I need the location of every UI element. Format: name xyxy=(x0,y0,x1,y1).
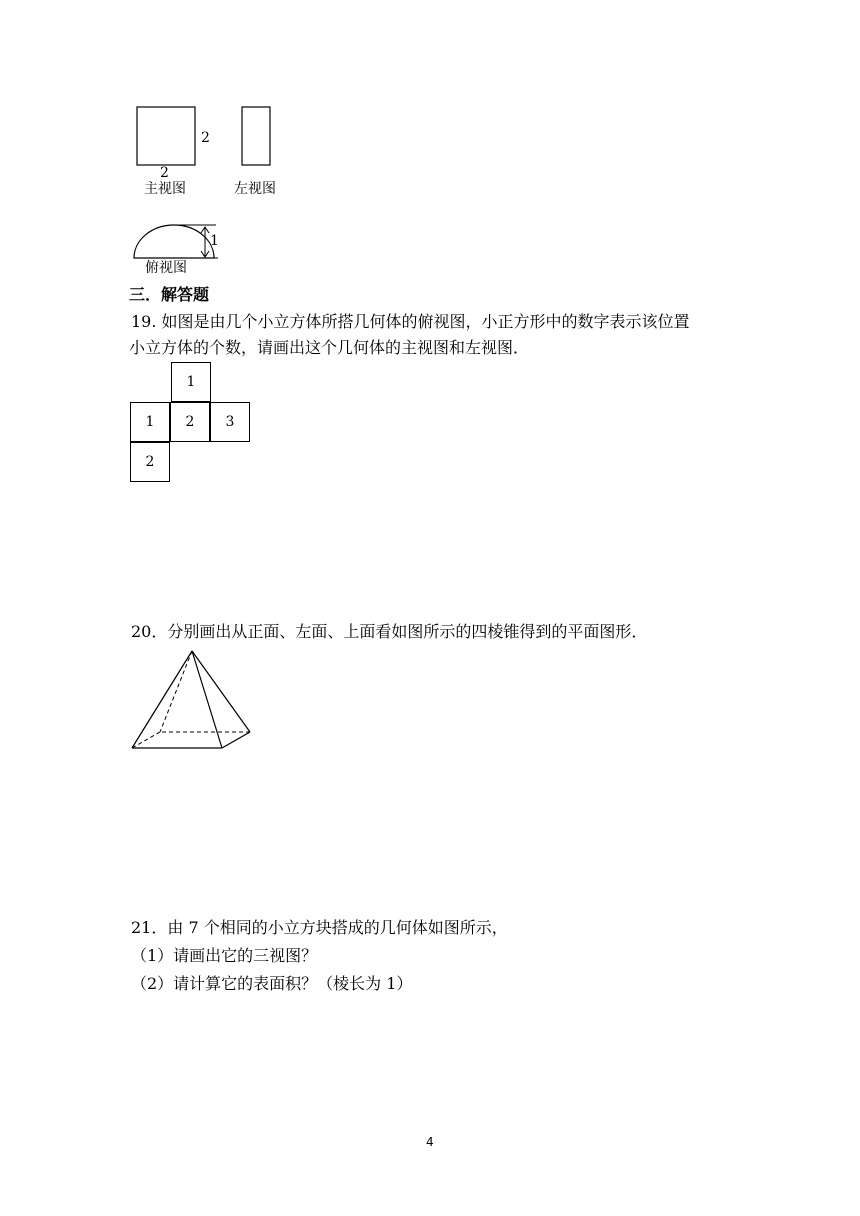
q20-pyramid-figure xyxy=(128,646,258,752)
grid-cell-center: 2 xyxy=(170,402,210,442)
page-number: 4 xyxy=(426,1135,434,1149)
q21-text-line3: （2）请计算它的表面积？（棱长为 1） xyxy=(131,974,413,993)
grid-cell-right: 3 xyxy=(210,402,250,442)
q19-top-view-grid xyxy=(130,362,254,484)
q21-text-line2: （1）请画出它的三视图？ xyxy=(131,946,318,965)
q19-text-line2: 小立方体的个数，请画出这个几何体的主视图和左视图． xyxy=(129,338,530,357)
left-view-caption: 左视图 xyxy=(234,181,276,197)
grid-cell-left: 1 xyxy=(130,402,170,442)
top-height-label: 1 xyxy=(210,233,219,249)
q20-text: 20．分别画出从正面、左面、上面看如图所示的四棱锥得到的平面图形． xyxy=(131,622,648,641)
grid-cell-bottom: 2 xyxy=(130,442,170,482)
three-views-figure xyxy=(128,100,288,280)
top-view-caption: 俯视图 xyxy=(145,260,187,276)
q19-text-line1: 19. 如图是由几个小立方体所搭几何体的俯视图，小正方形中的数字表示该位置 xyxy=(131,312,690,331)
grid-cell-top: 1 xyxy=(171,362,211,402)
front-height-label: 2 xyxy=(201,130,210,146)
front-view-caption: 主视图 xyxy=(144,181,186,197)
section-heading: 三．解答题 xyxy=(129,285,210,304)
front-width-label: 2 xyxy=(160,165,169,181)
q21-text-line1: 21．由 7 个相同的小立方块搭成的几何体如图所示， xyxy=(131,918,508,937)
